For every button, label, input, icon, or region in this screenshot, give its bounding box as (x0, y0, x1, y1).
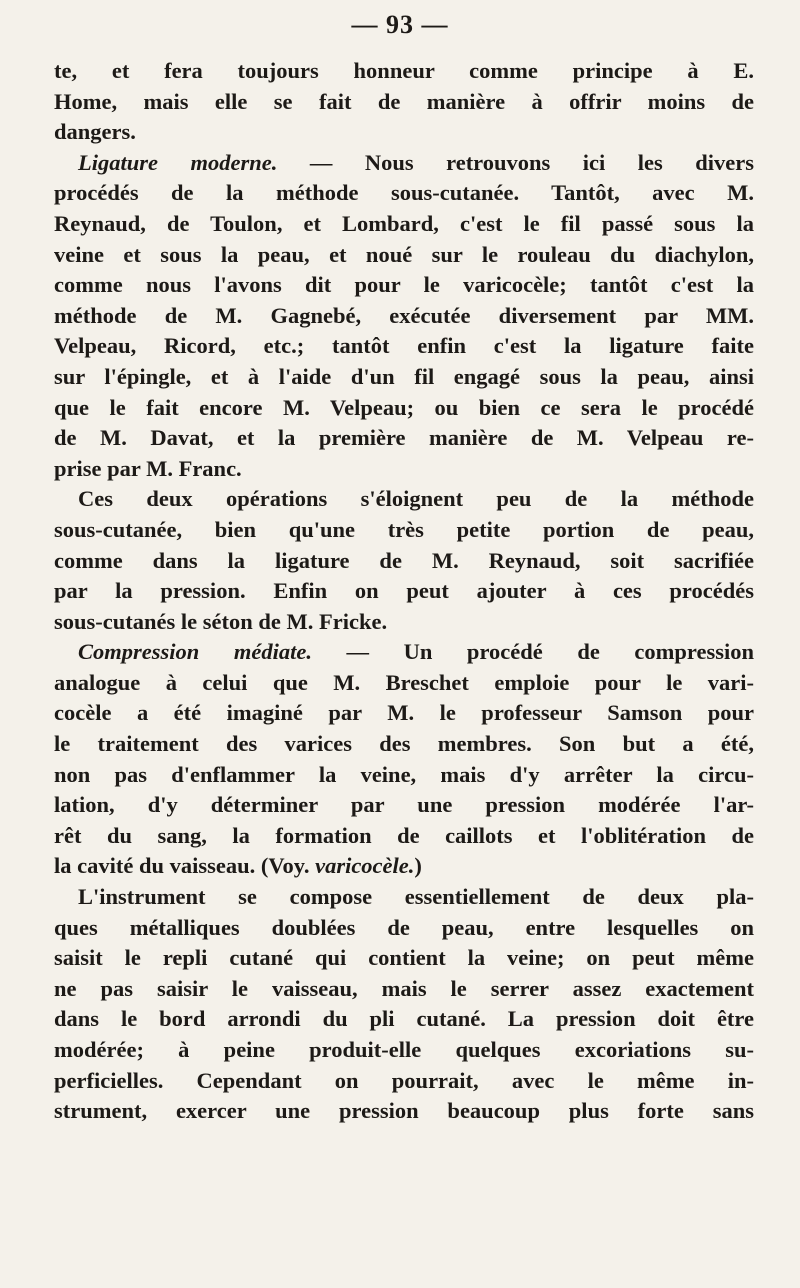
text-line (54, 484, 754, 515)
text-segment: Home, mais elle se fait de manière à offrir moins de (54, 88, 754, 114)
text-segment: sous-cutanée, bien qu'une très petite portion de peau, (54, 516, 754, 542)
text-line (54, 393, 754, 424)
text-line (54, 729, 754, 760)
text-segment: la cavité du vaisseau. (Voy. (54, 853, 316, 879)
text-segment: sur l'épingle, et à l'aide d'un fil engagé sous la peau, ainsi (54, 363, 754, 389)
text-segment: dans le bord arrondi du pli cutané. La pression doit être (54, 1006, 754, 1032)
text-segment: perficielles. Cependant on pourrait, avec le même in- (54, 1067, 754, 1093)
text-line (54, 576, 754, 607)
italic-text: Ligature moderne. (78, 149, 278, 175)
text-line (54, 301, 754, 332)
text-line (54, 821, 754, 852)
italic-text: varicocèle. (315, 853, 415, 879)
text-segment: saisit le repli cutané qui contient la veine; on peut même (54, 945, 754, 971)
text-segment: de M. Davat, et la première manière de M. Velpeau re- (54, 425, 754, 451)
text-segment: dangers. (54, 119, 136, 145)
text-line (54, 668, 754, 699)
text-line (54, 1066, 754, 1097)
text-line (54, 270, 754, 301)
text-segment: Velpeau, Ricord, etc.; tantôt enfin c'est la ligature faite (54, 333, 754, 359)
text-segment: le traitement des varices des membres. Son but a été, (54, 731, 754, 757)
text-segment: cocèle a été imaginé par M. le professeur Samson pour (54, 700, 754, 726)
italic-text: Compression médiate. (78, 639, 312, 665)
text-segment: Reynaud, de Toulon, et Lombard, c'est le fil passé sous la (54, 210, 754, 236)
text-segment: sous-cutanés le séton de M. Fricke. (54, 608, 388, 634)
text-segment: ne pas saisir le vaisseau, mais le serrer assez exactement (54, 975, 754, 1001)
text-line (54, 637, 754, 668)
text-line (54, 760, 754, 791)
text-segment: te, et fera toujours honneur comme principe à E. (54, 58, 754, 83)
text-segment: méthode de M. Gagnebé, exécutée diversement par MM. (54, 302, 754, 328)
text-segment: comme dans la ligature de M. Reynaud, soit sacrifiée (54, 547, 754, 573)
text-line (54, 1096, 754, 1127)
text-line (54, 56, 754, 87)
page-number: — 93 — (351, 10, 449, 39)
text-line (54, 87, 754, 118)
text-line (54, 943, 754, 974)
text-segment: — Un procédé de compression (311, 639, 754, 665)
text-line (54, 546, 754, 577)
text-line (54, 882, 754, 913)
text-line (54, 454, 754, 485)
text-segment: strument, exercer une pression beaucoup plus forte sans (54, 1098, 754, 1124)
text-line (54, 790, 754, 821)
text-segment: procédés de la méthode sous-cutanée. Tantôt, avec M. (54, 180, 754, 206)
text-line (54, 178, 754, 209)
text-segment: comme nous l'avons dit pour le varicocèle; tantôt c'est la (54, 272, 754, 298)
text-line (54, 331, 754, 362)
text-line (54, 1035, 754, 1066)
text-segment: par la pression. Enfin on peut ajouter à ces procédés (54, 578, 754, 604)
text-segment: Ces deux opérations s'éloignent peu de la méthode (78, 486, 754, 512)
text-line (54, 117, 754, 148)
text-segment: rêt du sang, la formation de caillots et l'oblitération de (54, 822, 754, 848)
text-line (54, 607, 754, 638)
text-line (54, 423, 754, 454)
text-line (54, 913, 754, 944)
text-line (54, 974, 754, 1005)
text-line (54, 515, 754, 546)
text-segment: que le fait encore M. Velpeau; ou bien ce sera le procédé (54, 394, 754, 420)
text-line (54, 148, 754, 179)
body-text (54, 56, 754, 1127)
text-segment: analogue à celui que M. Breschet emploie pour le vari- (54, 669, 754, 695)
text-line (54, 240, 754, 271)
text-segment: L'instrument se compose essentiellement de deux pla- (78, 884, 754, 910)
text-segment: ques métalliques doublées de peau, entre lesquelles on (54, 914, 754, 940)
text-segment: ) (414, 853, 422, 879)
text-line (54, 851, 754, 882)
text-segment: non pas d'enflammer la veine, mais d'y arrêter la circu- (54, 761, 754, 787)
text-line (54, 362, 754, 393)
text-line (54, 698, 754, 729)
text-segment: — Nous retrouvons ici les divers (277, 149, 755, 175)
text-segment: lation, d'y déterminer par une pression modérée l'ar- (54, 792, 754, 818)
text-segment: veine et sous la peau, et noué sur le rouleau du diachylon, (54, 241, 754, 267)
text-segment: modérée; à peine produit-elle quelques excoriations su- (54, 1037, 754, 1062)
text-segment: prise par M. Franc. (54, 455, 242, 481)
text-line (54, 209, 754, 240)
text-line (54, 1004, 754, 1035)
